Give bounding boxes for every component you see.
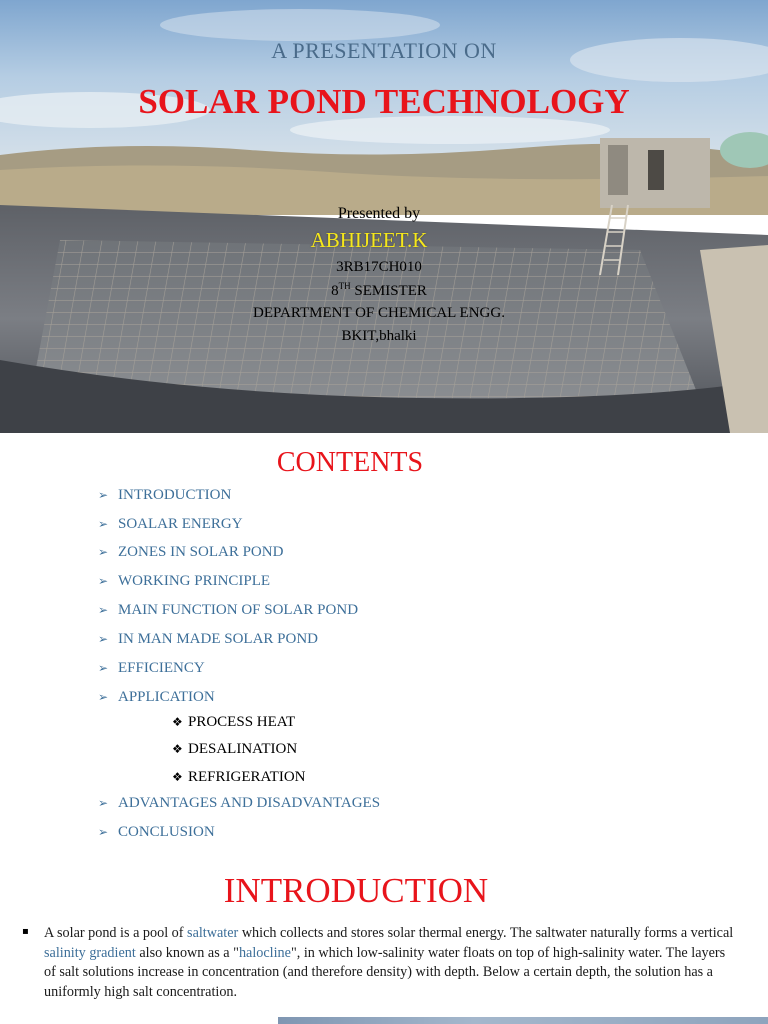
arrow-right-icon: ➢: [98, 603, 109, 617]
presented-by-label: Presented by: [337, 205, 421, 222]
contents-item: ➢ SOALAR ENERGY: [98, 516, 243, 532]
contents-item: ➢ MAIN FUNCTION OF SOLAR POND: [98, 602, 359, 618]
student-usn: 3RB17CH010: [336, 259, 422, 275]
arrow-right-icon: ➢: [98, 796, 109, 810]
semester-suffix: TH: [338, 281, 351, 291]
arrow-right-icon: ➢: [98, 488, 109, 502]
arrow-right-icon: ➢: [98, 661, 109, 675]
square-bullet-icon: ▪: [22, 926, 29, 937]
introduction-slide: [0, 863, 768, 1024]
link-halocline[interactable]: halocline: [238, 944, 291, 961]
presentation-title: SOLAR POND TECHNOLOGY: [138, 82, 630, 121]
contents-item: ➢ ZONES IN SOLAR POND: [98, 544, 284, 560]
presenter-name: ABHIJEET.K: [310, 228, 428, 252]
diamond-icon: ❖: [172, 770, 183, 784]
arrow-right-icon: ➢: [98, 517, 109, 531]
contents-item: ➢ INTRODUCTION: [98, 487, 232, 503]
arrow-right-icon: ➢: [98, 825, 109, 839]
diamond-icon: ❖: [172, 715, 183, 729]
semester-word: SEMISTER: [354, 283, 427, 299]
contents-slide: [0, 433, 768, 863]
contents-item: ➢ WORKING PRINCIPLE: [98, 573, 271, 589]
contents-item: ➢ IN MAN MADE SOLAR POND: [98, 631, 319, 647]
next-image-strip: [278, 1017, 768, 1024]
department: DEPARTMENT OF CHEMICAL ENGG.: [253, 305, 505, 321]
contents-heading: CONTENTS: [276, 447, 424, 478]
contents-sub-item: ❖ PROCESS HEAT: [172, 714, 296, 730]
contents-item: ➢ CONCLUSION: [98, 824, 215, 840]
contents-sub-item: ❖ REFRIGERATION: [172, 769, 306, 785]
arrow-right-icon: ➢: [98, 690, 109, 704]
link-salinity-gradient[interactable]: salinity gradient: [44, 944, 136, 961]
semester-line: [0, 281, 758, 300]
diamond-icon: ❖: [172, 742, 183, 756]
contents-item: ➢ APPLICATION: [98, 689, 215, 705]
college-name: BKIT,bhalki: [341, 328, 417, 344]
introduction-paragraph: A solar pond is a pool of saltwater which collects and stores solar thermal energy. The saltwater naturally forms a vertical salinity gradient also known as a "halocline", in which low-salinity water floats on top of high-salinity water. The layers of salt solutions increase in concentration (and therefore density) with depth. Below a certain depth, the solution has a uniformly high salt concentration.: [44, 925, 734, 1000]
arrow-right-icon: ➢: [98, 632, 109, 646]
link-saltwater[interactable]: saltwater: [187, 925, 239, 941]
title-slide: [0, 0, 768, 433]
semester-number: 8: [331, 283, 339, 299]
contents-item: ➢ ADVANTAGES AND DISADVANTAGES: [98, 795, 381, 811]
arrow-right-icon: ➢: [98, 545, 109, 559]
contents-item: ➢ EFFICIENCY: [98, 660, 205, 676]
introduction-heading: INTRODUCTION: [223, 871, 489, 910]
supertitle: A PRESENTATION ON: [271, 38, 497, 63]
arrow-right-icon: ➢: [98, 574, 109, 588]
contents-sub-item: ❖ DESALINATION: [172, 741, 298, 757]
